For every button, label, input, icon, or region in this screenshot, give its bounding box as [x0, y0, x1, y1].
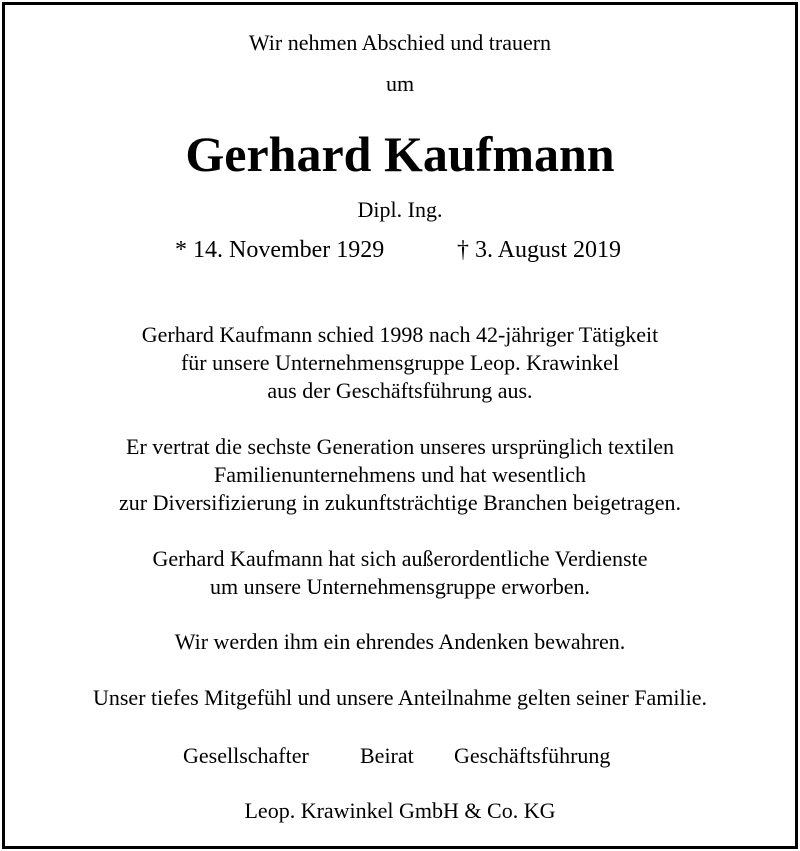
paragraph5: Unser tiefes Mitgefühl und unsere Anteilnahme gelten seiner Familie.	[92, 685, 707, 710]
paragraph4: Wir werden ihm ein ehrendes Andenken bewahren.	[174, 629, 626, 654]
paragraph3-line2: um unsere Unternehmensgruppe erworben.	[210, 574, 590, 599]
paragraph2-line2: Familienunternehmens und hat wesentlich	[213, 462, 587, 487]
paragraph1-line2: für unsere Unternehmensgruppe Leop. Krawinkel	[180, 350, 619, 375]
birth-date: * 14. November 1929	[175, 237, 385, 263]
company-name: Leop. Krawinkel GmbH & Co. KG	[244, 798, 556, 823]
deceased-name: Gerhard Kaufmann	[185, 126, 615, 182]
signer-geschaeftsfuehrung: Geschäftsführung	[454, 743, 611, 768]
paragraph2-line3: zur Diversifizierung in zukunftsträchtige Branchen beigetragen.	[119, 490, 681, 515]
paragraph2-line1: Er vertrat die sechste Generation unseres ursprünglich textilen	[126, 434, 674, 459]
signer-gesellschafter: Gesellschafter	[183, 743, 309, 768]
paragraph3-line1: Gerhard Kaufmann hat sich außerordentliche Verdienste	[152, 546, 648, 571]
obituary-frame	[2, 2, 798, 849]
um-text: um	[385, 71, 415, 96]
signer-beirat: Beirat	[360, 743, 414, 768]
intro-text: Wir nehmen Abschied und trauern	[248, 30, 552, 55]
paragraph1-line3: aus der Geschäftsführung aus.	[267, 378, 533, 403]
death-date: † 3. August 2019	[457, 237, 622, 263]
paragraph1-line1: Gerhard Kaufmann schied 1998 nach 42-jähriger Tätigkeit	[141, 322, 659, 347]
academic-title: Dipl. Ing.	[357, 197, 443, 222]
